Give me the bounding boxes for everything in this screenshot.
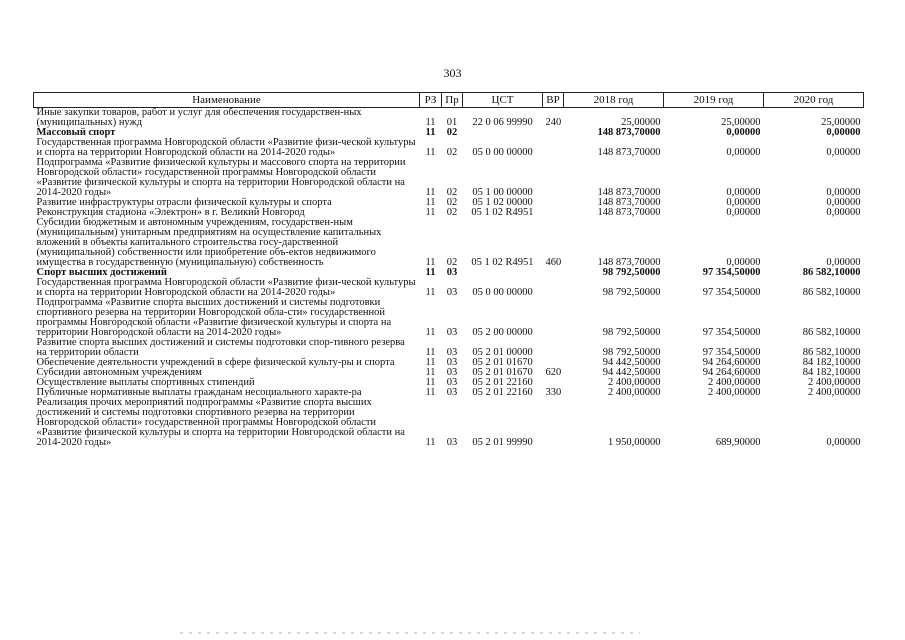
row-pr: 03 [446,367,458,378]
row-vr: 240 [545,117,562,128]
table-row [34,108,864,129]
table-row [34,278,864,298]
row-2018: 98 792,50000 [602,347,661,358]
row-name: Государственная программа Новгородской области «Развитие физи-ческой культуры и спорта на территории Новгородской области на 2014-2020 годы» [36,277,416,298]
row-pr: 02 [446,127,458,138]
row-vr [543,158,564,198]
row-2019: 0,00000 [726,147,761,158]
row-vr [543,208,564,218]
row-2020: 2 400,00000 [808,377,861,388]
row-name: Осуществление выплаты спортивных стипендий [36,377,255,388]
row-2020: 86 582,10000 [802,347,861,358]
row-vr: 330 [545,387,562,398]
row-rz: 11 [425,117,436,128]
row-2020: 0,00000 [826,147,861,158]
row-vr [543,298,564,338]
row-rz: 11 [425,127,436,138]
row-rz: 11 [425,347,436,358]
row-2020: 0,00000 [826,197,861,208]
row-name: Субсидии автономным учреждениям [36,367,202,378]
row-pr: 03 [446,377,458,388]
row-2018: 98 792,50000 [602,287,661,298]
row-2019: 94 264,60000 [702,367,761,378]
header-2019: 2019 год [664,93,764,108]
row-pr: 03 [446,267,458,278]
row-2018: 148 873,70000 [597,207,661,218]
row-2018: 2 400,00000 [608,377,661,388]
row-2018: 94 442,50000 [602,357,661,368]
row-2018: 148 873,70000 [597,127,661,138]
row-cst: 22 0 06 99990 [472,117,533,128]
row-pr: 02 [446,197,458,208]
header-cst: ЦСТ [463,93,543,108]
row-pr: 03 [446,437,458,448]
row-pr: 03 [446,357,458,368]
row-rz: 11 [425,267,436,278]
row-rz: 11 [425,187,436,198]
row-name: Иные закупки товаров, работ и услуг для обеспечения государствен-ных (муниципальных) нужд [36,107,362,128]
row-name: Развитие спорта высших достижений и системы подготовки спор-тивного резерва на территории области [36,337,405,358]
row-pr: 02 [446,147,458,158]
row-pr: 03 [446,387,458,398]
budget-table [33,92,864,448]
row-2020: 2 400,00000 [808,387,861,398]
row-vr [543,128,564,138]
row-2019: 97 354,50000 [702,347,761,358]
row-rz: 11 [425,147,436,158]
row-2018: 148 873,70000 [597,187,661,198]
row-2019: 0,00000 [726,257,761,268]
row-rz: 11 [425,387,436,398]
row-2020: 0,00000 [826,207,861,218]
row-cst: 05 2 01 00000 [472,347,533,358]
row-vr [543,138,564,158]
row-rz: 11 [425,437,436,448]
row-name: Реконструкция стадиона «Электрон» в г. Великий Новгород [36,207,305,218]
row-2019: 97 354,50000 [702,287,761,298]
row-cst: 05 2 01 01670 [472,367,533,378]
row-name: Развитие инфраструктуры отрасли физической культуры и спорта [36,197,332,208]
row-cst: 05 2 00 00000 [472,327,533,338]
row-name: Публичные нормативные выплаты гражданам несоциального характе-ра [36,387,362,398]
row-2020: 86 582,10000 [802,327,861,338]
header-pr: Пр [442,93,463,108]
row-2020: 86 582,10000 [802,287,861,298]
row-pr: 03 [446,347,458,358]
row-2018: 148 873,70000 [597,147,661,158]
row-vr [543,198,564,208]
row-2019: 97 354,50000 [702,267,761,278]
row-cst: 05 0 00 00000 [472,147,533,158]
header-vr: ВР [543,93,564,108]
row-2020: 0,00000 [826,257,861,268]
row-2020: 84 182,10000 [802,357,861,368]
header-2018: 2018 год [564,93,664,108]
row-name: Государственная программа Новгородской области «Развитие физи-ческой культуры и спорта на территории Новгородской области на 2014-2020 годы» [36,137,416,158]
row-cst: 05 1 02 R4951 [471,207,534,218]
row-2018: 148 873,70000 [597,197,661,208]
row-2018: 94 442,50000 [602,367,661,378]
row-rz: 11 [425,367,436,378]
row-pr: 01 [446,117,458,128]
row-2019: 25,00000 [721,117,761,128]
table-row [34,338,864,358]
row-name: Обеспечение деятельности учреждений в сфере физической культу-ры и спорта [36,357,395,368]
table-row [34,138,864,158]
row-name: Подпрограмма «Развитие спорта высших достижений и системы подготовки спортивного резерва на территории Новгородской обла-сти» государственной программы Новгородской области «Развитие физической культуры и спорта на территории Новгородской области на 2014-2020 годы» [36,297,392,338]
row-vr: 620 [545,367,562,378]
row-2019: 0,00000 [726,197,761,208]
row-rz: 11 [425,327,436,338]
row-2018: 98 792,50000 [602,327,661,338]
row-vr [543,268,564,278]
row-pr: 03 [446,327,458,338]
row-2020: 0,00000 [826,127,861,138]
row-2019: 689,90000 [715,437,761,448]
row-vr [543,398,564,448]
row-2018: 2 400,00000 [608,387,661,398]
row-2020: 0,00000 [826,437,861,448]
row-cst: 05 2 01 22160 [472,377,533,388]
row-name: Реализация прочих мероприятий подпрограммы «Развитие спорта высших достижений и системы подготовки спортивного резерва на территории Новгородской области» государственной программы Новгородской области «Развитие физической культуры и спорта на территории Новгородской области на 2014-2020 годы» [36,397,405,448]
row-cst [463,268,543,278]
table-row [34,218,864,268]
row-2019: 94 264,60000 [702,357,761,368]
row-cst: 05 2 01 99990 [472,437,533,448]
row-rz: 11 [425,197,436,208]
row-vr [543,278,564,298]
row-cst: 05 1 02 R4951 [471,257,534,268]
table-row [34,298,864,338]
row-pr: 03 [446,287,458,298]
row-cst [463,128,543,138]
table-row [34,398,864,448]
row-name: Подпрограмма «Развитие физической культуры и массового спорта на территории Новгородской области» государственной программы Новгородской области «Развитие физической культуры и спорта на территории Новгородской области на 2014-2020 годы» [36,157,406,198]
row-cst: 05 1 00 00000 [472,187,533,198]
row-cst: 05 2 01 01670 [472,357,533,368]
row-2018: 25,00000 [621,117,661,128]
row-2020: 84 182,10000 [802,367,861,378]
row-2018: 148 873,70000 [597,257,661,268]
row-rz: 11 [425,287,436,298]
row-2018: 1 950,00000 [608,437,661,448]
page-number: 303 [443,66,462,80]
row-2019: 0,00000 [726,127,761,138]
row-rz: 11 [425,207,436,218]
row-cst: 05 0 00 00000 [472,287,533,298]
table-header-row [34,93,864,108]
header-2020: 2020 год [764,93,864,108]
row-2020: 0,00000 [826,187,861,198]
row-name: Субсидии бюджетным и автономным учреждениям, государствен-ным (муниципальным) унитарным предприятиям на осуществление капитальных вложений в объекты капитального строительства госу-дарственной (муниципальной) собственности или приобретение объ-ектов недвижимого имущества в государственную (муниципальную) собственность [36,217,382,268]
table-body [34,108,864,449]
row-2019: 0,00000 [726,207,761,218]
row-pr: 02 [446,187,458,198]
row-name: Спорт высших достижений [36,267,167,278]
row-vr: 460 [545,257,562,268]
row-pr: 02 [446,257,458,268]
row-rz: 11 [425,357,436,368]
row-2020: 86 582,10000 [802,267,861,278]
row-2019: 2 400,00000 [708,377,761,388]
row-cst: 05 1 02 00000 [472,197,533,208]
row-cst: 05 2 01 22160 [472,387,533,398]
row-2019: 2 400,00000 [708,387,761,398]
header-rz: РЗ [420,93,442,108]
row-2020: 25,00000 [821,117,861,128]
row-name: Массовый спорт [36,127,116,138]
row-vr [543,338,564,358]
row-rz: 11 [425,257,436,268]
row-2019: 97 354,50000 [702,327,761,338]
scan-artifact [180,632,640,634]
header-name: Наименование [34,93,420,108]
row-2019: 0,00000 [726,187,761,198]
table-row [34,158,864,198]
row-2018: 98 792,50000 [602,267,661,278]
row-rz: 11 [425,377,436,388]
row-pr: 02 [446,207,458,218]
